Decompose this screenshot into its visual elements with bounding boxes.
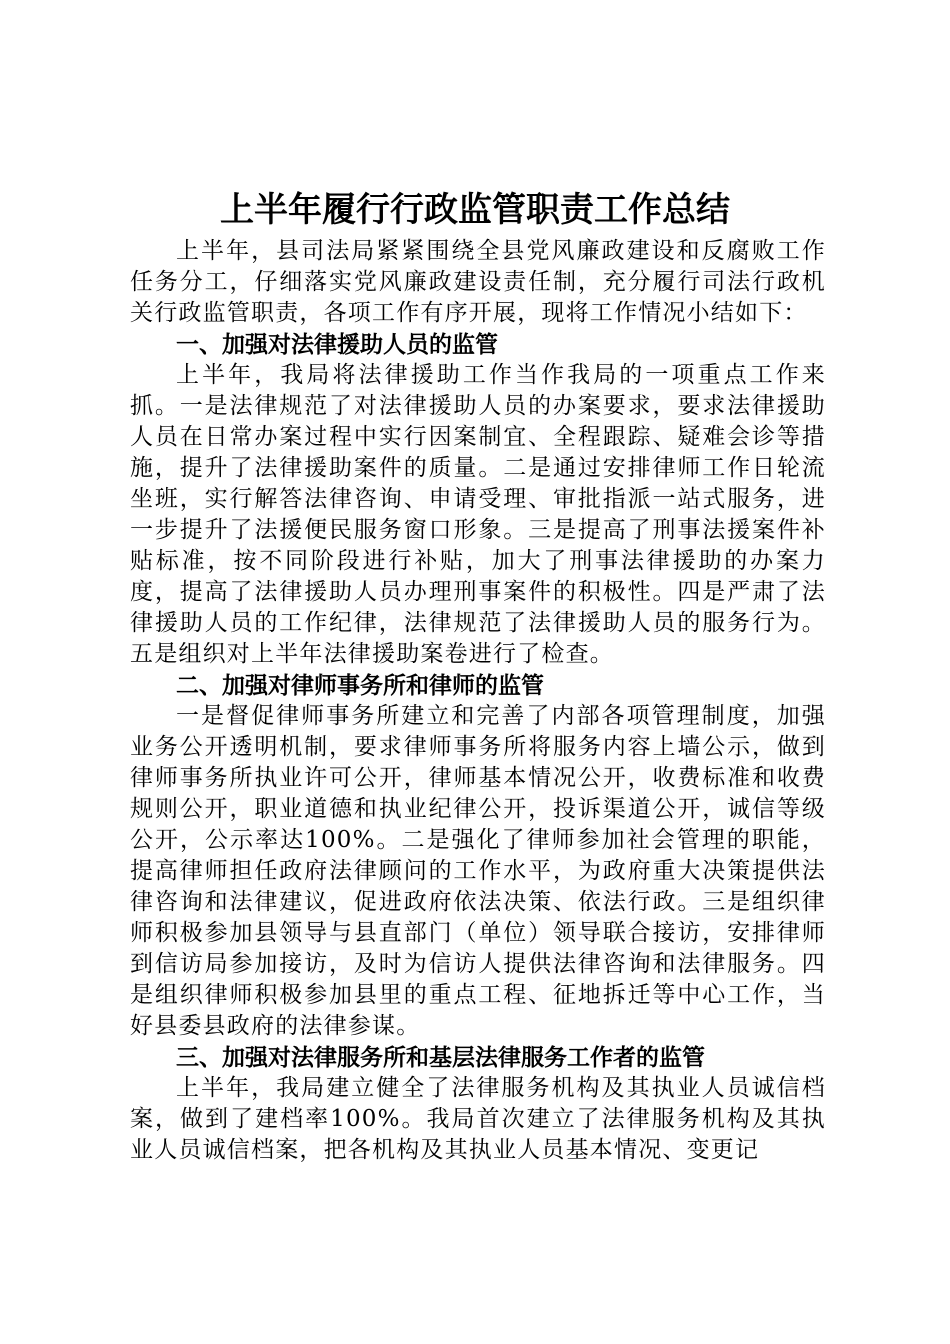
section-2-paragraph: 一是督促律师事务所建立和完善了内部各项管理制度，加强业务公开透明机制，要求律师事务所将服务内容上墙公示，做到律师事务所执业许可公开，律师基本情况公开，收费标准和收费规则公开，职业道德和执业纪律公开，投诉渠道公开，诚信等级公开，公示率达100%。二是强化了律师参加社会管理的职能，提高律师担任政府法律顾问的工作水平，为政府重大决策提供法律咨询和法律建议，促进政府依法决策、依法行政。三是组织律师积极参加县领导与县直部门（单位）领导联合接访，安排律师到信访局参加接访，及时为信访人提供法律咨询和法律服务。四是组织律师积极参加县里的重点工程、征地拆迁等中心工作，当好县委县政府的法律参谋。 [130, 703, 826, 1039]
intro-paragraph: 上半年，县司法局紧紧围绕全县党风廉政建设和反腐败工作任务分工，仔细落实党风廉政建设责任制，充分履行司法行政机关行政监管职责，各项工作有序开展，现将工作情况小结如下： [130, 238, 826, 326]
section-3-heading: 三、加强对法律服务所和基层法律服务工作者的监管 [176, 1044, 705, 1071]
section-2-heading: 二、加强对律师事务所和律师的监管 [176, 672, 544, 699]
section-1-paragraph: 上半年，我局将法律援助工作当作我局的一项重点工作来抓。一是法律规范了对法律援助人员的办案要求，要求法律援助人员在日常办案过程中实行因案制宜、全程跟踪、疑难会诊等措施，提升了法律援助案件的质量。二是通过安排律师工作日轮流坐班，实行解答法律咨询、申请受理、审批指派一站式服务，进一步提升了法援便民服务窗口形象。三是提高了刑事法援案件补贴标准，按不同阶段进行补贴，加大了刑事法律援助的办案力度，提高了法律援助人员办理刑事案件的积极性。四是严肃了法律援助人员的工作纪律，法律规范了法律援助人员的服务行为。五是组织对上半年法律援助案卷进行了检查。 [130, 362, 826, 667]
document-body [130, 236, 826, 1166]
document-title: 上半年履行行政监管职责工作总结 [220, 190, 730, 230]
section-1-heading: 一、加强对法律援助人员的监管 [176, 331, 498, 358]
section-3-paragraph: 上半年，我局建立健全了法律服务机构及其执业人员诚信档案，做到了建档率100%。我局首次建立了法律服务机构及其执业人员诚信档案，把各机构及其执业人员基本情况、变更记 [130, 1075, 826, 1163]
